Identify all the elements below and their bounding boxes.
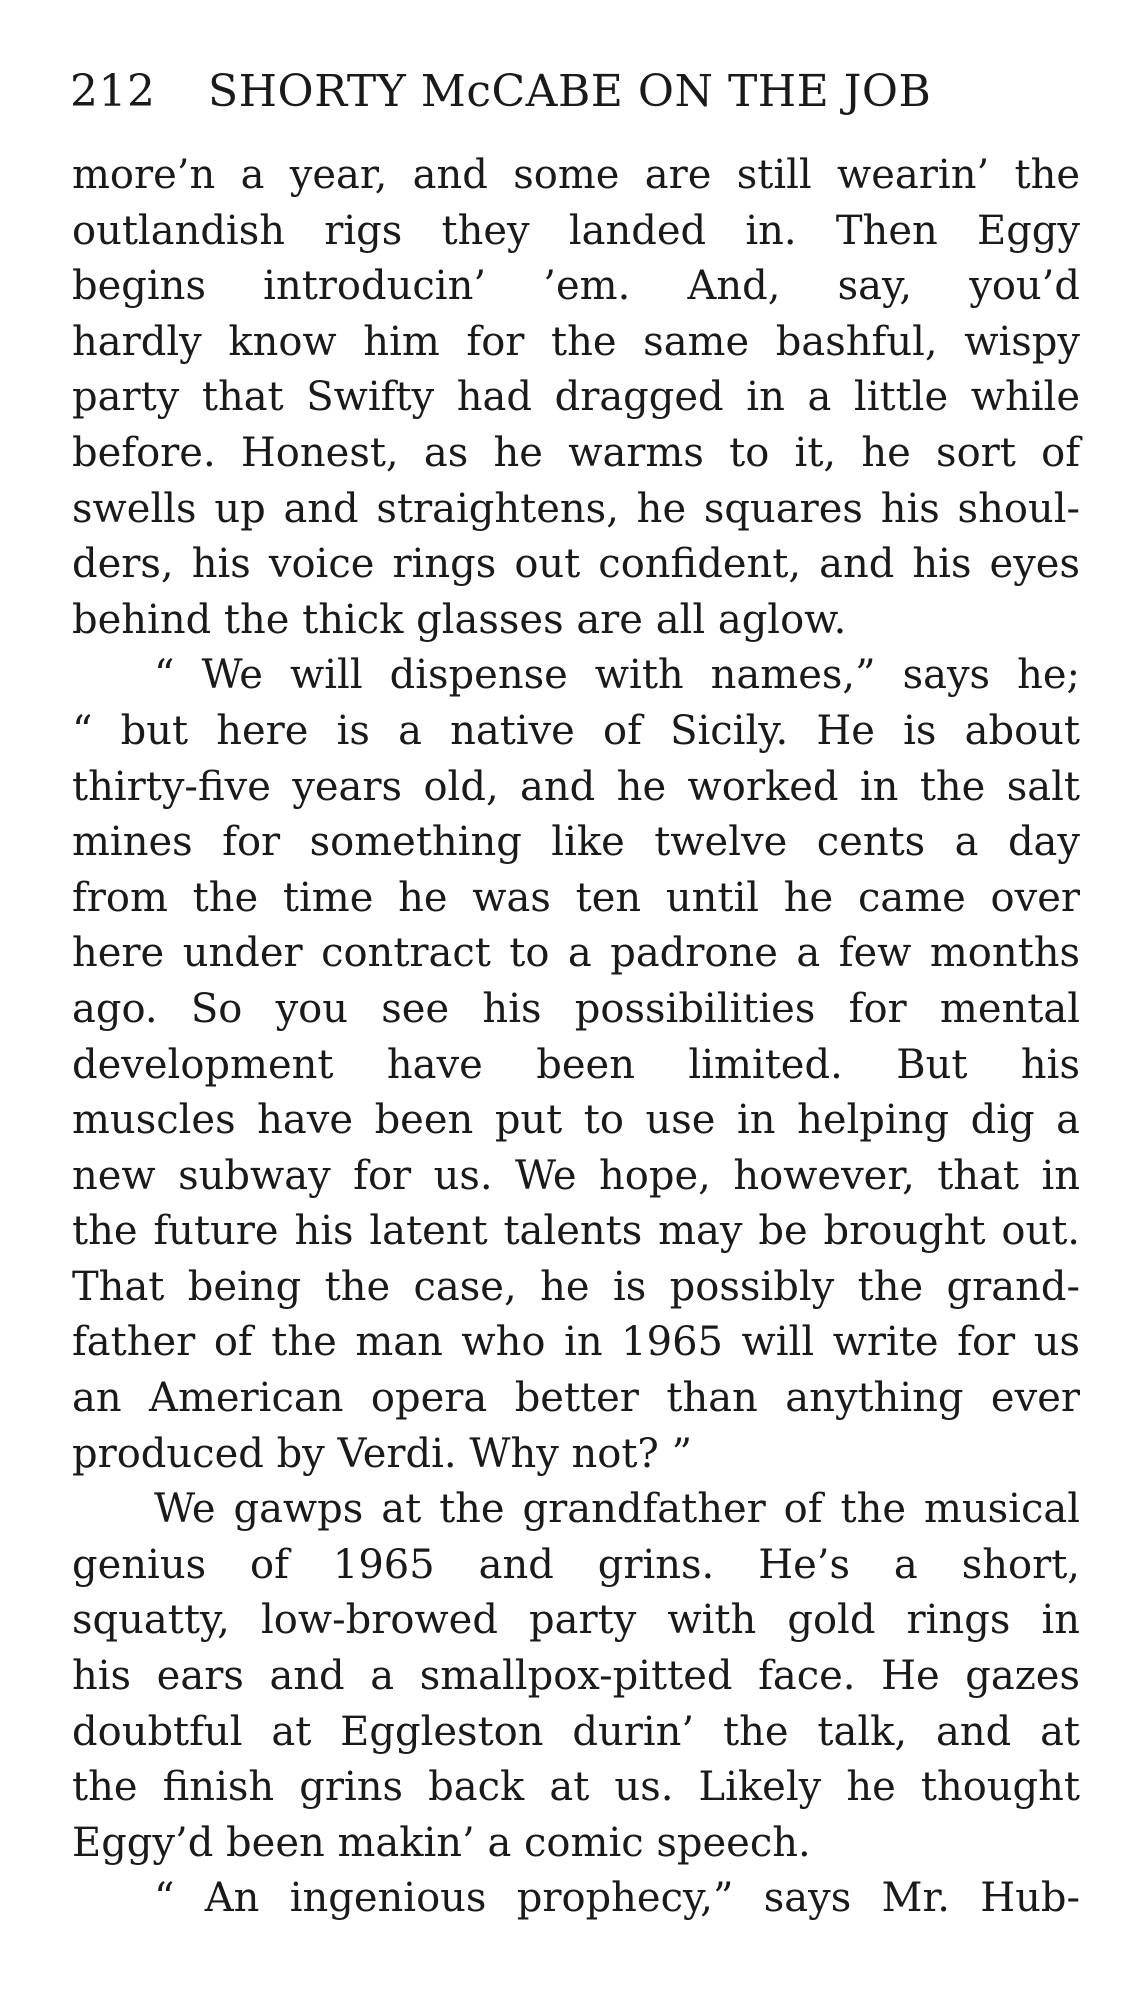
text-line: mines for something like twelve cents a day (72, 819, 1080, 866)
text-line: That being the case, he is possibly the grand- (72, 1263, 1080, 1310)
text-line: the future his latent talents may be brought out. (72, 1208, 1080, 1255)
text-line: We gawps at the grandfather of the musical (154, 1486, 1080, 1533)
text-line: thirty-five years old, and he worked in the salt (72, 763, 1080, 810)
text-line: the finish grins back at us. Likely he thought (72, 1764, 1080, 1811)
paragraph (72, 148, 1080, 648)
text-line: swells up and straightens, he squares his shoul- (72, 485, 1080, 532)
text-line: “ We will dispense with names,” says he; (154, 652, 1080, 699)
text-line: behind the thick glasses are all aglow. (72, 596, 847, 643)
text-line: “ but here is a native of Sicily. He is about (72, 707, 1080, 754)
text-line: more’n a year, and some are still wearin’ the (72, 152, 1080, 198)
text-line: father of the man who in 1965 will write for us (72, 1319, 1080, 1366)
text-line: ago. So you see his possibilities for mental (72, 985, 1080, 1032)
text-line: squatty, low-browed party with gold rings in (72, 1597, 1080, 1644)
text-line: hardly know him for the same bashful, wispy (72, 318, 1080, 365)
page-number: 212 (70, 66, 156, 117)
text-line: new subway for us. We hope, however, that in (72, 1152, 1080, 1199)
text-line: ders, his voice rings out confident, and his eyes (72, 541, 1080, 588)
text-line: doubtful at Eggleston durin’ the talk, and at (72, 1708, 1080, 1755)
text-line: his ears and a smallpox-pitted face. He gazes (72, 1653, 1080, 1700)
text-line: before. Honest, as he warms to it, he sort of (72, 429, 1080, 476)
text-line: from the time he was ten until he came over (72, 874, 1080, 921)
text-line: genius of 1965 and grins. He’s a short, (72, 1541, 1080, 1588)
paragraph (72, 648, 1080, 1482)
book-title: SHORTY McCABE ON THE JOB (207, 66, 932, 117)
running-head (70, 62, 1080, 122)
text-line: begins introducin’ ’em. And, say, you’d (72, 263, 1080, 310)
body-text (72, 148, 1080, 1927)
text-line: produced by Verdi. Why not? ” (72, 1430, 693, 1477)
text-line: outlandish rigs they landed in. Then Eggy (72, 207, 1080, 254)
text-line: development have been limited. But his (72, 1041, 1080, 1088)
paragraph (72, 1482, 1080, 1871)
text-line: “ An ingenious prophecy,” says Mr. Hub- (154, 1875, 1080, 1922)
text-line: an American opera better than anything ever (72, 1375, 1080, 1422)
paragraph (72, 1871, 1080, 1927)
text-line: muscles have been put to use in helping dig a (72, 1097, 1080, 1144)
text-line: here under contract to a padrone a few months (72, 930, 1080, 977)
text-line: party that Swifty had dragged in a little while (72, 374, 1080, 421)
text-line: Eggy’d been makin’ a comic speech. (72, 1819, 811, 1866)
